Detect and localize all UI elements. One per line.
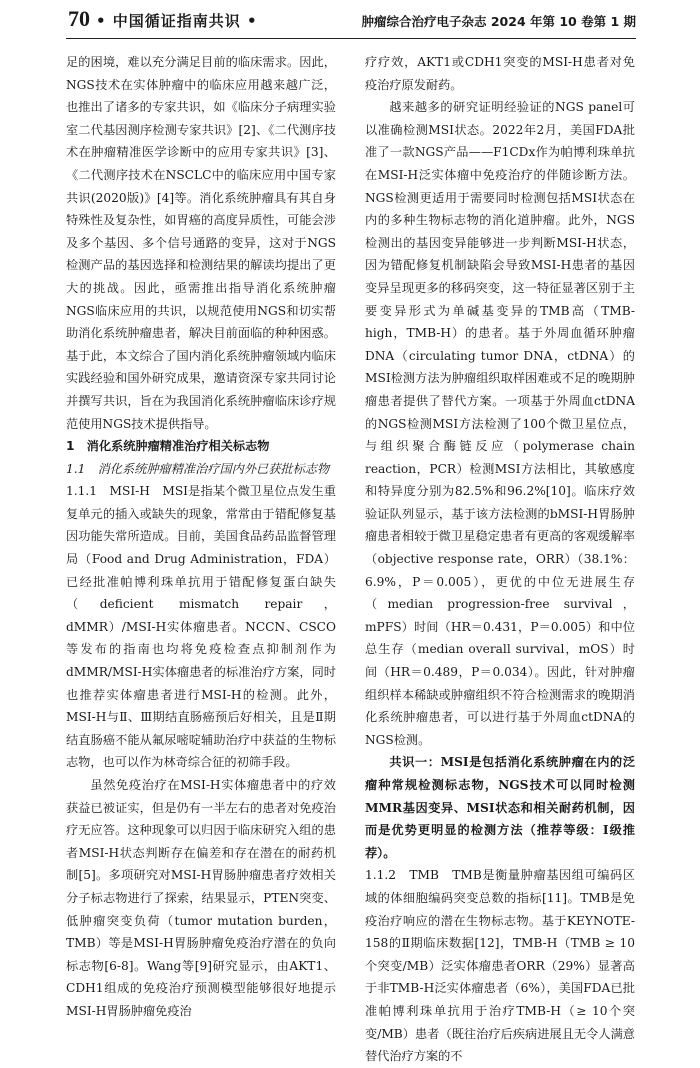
page-header [0,0,700,46]
page-number: 70 [68,6,90,31]
journal-section-title: • 中国循证指南共识 • [96,12,258,30]
paragraph: 1.1.1 MSI-H MSI是指某个微卫星位点发生重复单元的插入或缺失的现象，常常由于错配修复基因功能失常所造成。目前，美国食品药品监督管理局（Food and Drug Administration，FDA）已经批准帕博利珠单抗用于错配修复蛋白缺失（deficient mismatch repair，dMMR）/MSI-H实体瘤患者。NCCN、CSCO等发布的指南也均将免疫检查点抑制剂作为dMMR/MSI-H实体瘤患者的标准治疗方案，同时也推荐实体瘤患者进行MSI-H的检测。此外，MSI-H与Ⅱ、Ⅲ期结直肠癌预后好相关，且是Ⅱ期结直肠癌不能从氟尿嘧啶辅助治疗中获益的生物标志物，也可以作为林奇综合征的初筛手段。 [66,484,336,770]
right-column [365,51,635,1068]
consensus-statement: 共识一：MSI是包括消化系统肿瘤在内的泛瘤种常规检测标志物，NGS技术可以同时检测MMR基因变异、MSI状态和相关耐药机制，因而是优势更明显的检测方法（推荐等级：Ⅰ级推荐）。 [365,755,635,860]
section-heading: 1 消化系统肿瘤精准治疗相关标志物 [66,439,270,454]
header-divider [66,38,636,39]
paragraph: 足的困境，难以充分满足目前的临床需求。因此，NGS技术在实体肿瘤中的临床应用越来越广泛，也推出了诸多的专家共识，如《临床分子病理实验室二代基因测序检测专家共识》[2]、《二代测序技术在肿瘤精准医学诊断中的应用专家共识》[3]、《二代测序技术在NSCLC中的临床应用中国专家共识(2020版)》[4]等。消化系统肿瘤具有其自身特殊性及复杂性，如胃癌的高度异质性，可能会涉及多个基因、多个信号通路的变异，这对于NGS检测产品的基因选择和检测结果的解读均提出了更大的挑战。因此，亟需推出指导消化系统肿瘤NGS临床应用的共识，以规范使用NGS和切实帮助消化系统肿瘤患者，解决目前面临的种种困惑。基于此，本文综合了国内消化系统肿瘤领域内临床实践经验和国外研究成果，邀请资深专家共同讨论并撰写共识，旨在为我国消化系统肿瘤临床诊疗规范使用NGS技术提供指导。 [66,55,336,431]
paragraph: 1.1.2 TMB TMB是衡量肿瘤基因组可编码区域的体细胞编码突变总数的指标[11]。TMB是免疫治疗响应的潜在生物标志物。基于KEYNOTE-158的Ⅱ期临床数据[12]，TMB-H（TMB ≥ 10 个突变/MB）泛实体瘤患者ORR（29%）显著高于非TMB-H泛实体瘤患者（6%），美国FDA已批准帕博利珠单抗用于治疗TMB-H（≥ 10个突变/MB）患者（既往治疗后疾病进展且无令人满意替代治疗方案的不 [365,868,635,1064]
journal-issue-info: 肿瘤综合治疗电子杂志 2024 年第 10 卷第 1 期 [361,14,636,29]
paragraph: 越来越多的研究证明经验证的NGS panel可以准确检测MSI状态。2022年2月，美国FDA批准了一款NGS产品——F1CDx作为帕博利珠单抗在MSI-H泛实体瘤中免疫治疗的伴随诊断方法。NGS检测更适用于需要同时检测包括MSI状态在内的多种生物标志物的消化道肿瘤。此外，NGS检测出的基因变异能够进一步判断MSI-H状态，因为错配修复机制缺陷会导致MSI-H患者的基因变异呈现更多的移码突变，这一特征显著区别于主要变异形式为单碱基变异的TMB高（TMB-high，TMB-H）的患者。基于外周血循环肿瘤DNA（circulating tumor DNA，ctDNA）的MSI检测方法为肿瘤组织取样困难或不足的晚期肿瘤患者提供了替代方案。一项基于外周血ctDNA的NGS检测MSI方法检测了100个微卫星位点，与组织聚合酶链反应（polymerase chain reaction，PCR）检测MSI方法相比，其敏感度和特异度分别为82.5%和96.2%[10]。临床疗效验证队列显示，基于该方法检测的bMSI-H胃肠肿瘤患者相较于微卫星稳定患者有更高的客观缓解率（objective response rate，ORR）（38.1%：6.9%，P＝0.005），更优的中位无进展生存（median progression-free survival，mPFS）时间（HR＝0.431，P＝0.005）和中位总生存（median overall survival，mOS）时间（HR＝0.489，P＝0.034）。因此，针对肿瘤组织样本稀缺或肿瘤组织不符合检测需求的晚期消化系统肿瘤患者，可以进行基于外周血ctDNA的NGS检测。 [365,100,635,747]
left-column [66,51,336,1023]
paragraph: 虽然免疫治疗在MSI-H实体瘤患者中的疗效获益已被证实，但是仍有一半左右的患者对免疫治疗无应答。这种现象可以归因于临床研究入组的患者MSI-H状态判断存在偏差和存在潜在的耐药机制[5]。多项研究对MSI-H胃肠肿瘤患者疗效相关分子标志物进行了探索，结果显示，PTEN突变、低肿瘤突变负荷（tumor mutation burden，TMB）等是MSI-H胃肠肿瘤免疫治疗潜在的负向标志物[6-8]。Wang等[9]研究显示，由AKT1、CDH1组成的免疫治疗预测模型能够很好地提示MSI-H胃肠肿瘤免疫治 [66,778,336,1018]
subsection-heading: 1.1 消化系统肿瘤精准治疗国内外已获批标志物 [66,461,330,476]
paragraph: 疗疗效，AKT1或CDH1突变的MSI-H患者对免疫治疗原发耐药。 [365,55,635,92]
